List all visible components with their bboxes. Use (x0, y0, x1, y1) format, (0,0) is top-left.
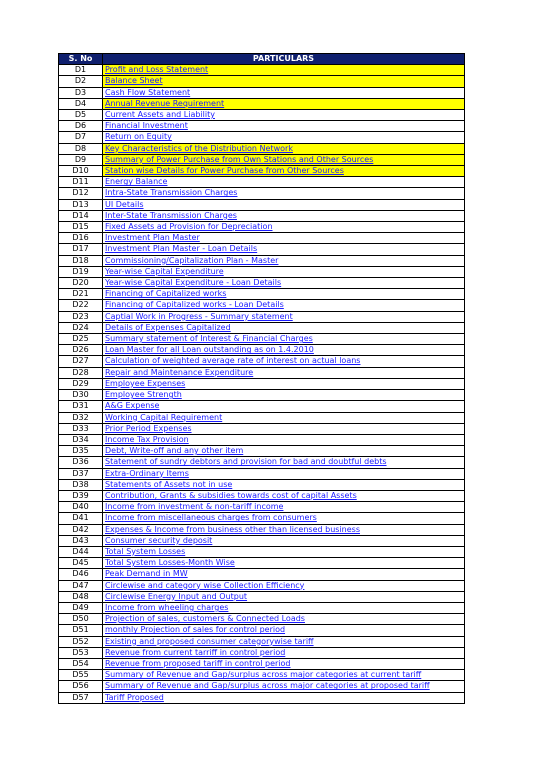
row-particulars (103, 199, 465, 210)
row-link[interactable]: Summary of Revenue and Gap/surplus across major categories at current tariff (105, 670, 422, 680)
row-number: D51 (59, 625, 103, 636)
row-number: D57 (59, 692, 103, 703)
row-number: D18 (59, 255, 103, 266)
row-link[interactable]: Employee Expenses (105, 378, 186, 388)
row-link[interactable]: Current Assets and Liability (105, 110, 215, 120)
row-number: D20 (59, 278, 103, 289)
row-particulars (103, 558, 465, 569)
row-number: D31 (59, 401, 103, 412)
table-row (59, 513, 465, 524)
table-row (59, 177, 465, 188)
row-particulars (103, 614, 465, 625)
row-particulars (103, 692, 465, 703)
row-number: D7 (59, 132, 103, 143)
table-row (59, 670, 465, 681)
row-particulars (103, 289, 465, 300)
row-particulars (103, 367, 465, 378)
row-link[interactable]: Year-wise Capital Expenditure - Loan Details (105, 278, 282, 288)
row-link[interactable]: Summary statement of Interest & Financial Charges (105, 334, 313, 344)
row-particulars (103, 479, 465, 490)
row-link[interactable]: Prior Period Expenses (105, 423, 192, 433)
form-index-table (58, 53, 465, 704)
row-link[interactable]: A&G Expense (105, 401, 160, 411)
row-link[interactable]: Commissioning/Capitalization Plan - Master (105, 255, 279, 265)
row-number: D17 (59, 244, 103, 255)
table-row (59, 535, 465, 546)
row-number: D47 (59, 580, 103, 591)
row-number: D8 (59, 143, 103, 154)
row-number: D52 (59, 636, 103, 647)
row-particulars (103, 76, 465, 87)
row-particulars (103, 356, 465, 367)
row-particulars (103, 535, 465, 546)
row-number: D42 (59, 524, 103, 535)
table-row (59, 210, 465, 221)
table-row (59, 614, 465, 625)
row-number: D21 (59, 289, 103, 300)
table-row (59, 681, 465, 692)
row-particulars (103, 591, 465, 602)
row-particulars (103, 132, 465, 143)
table-row (59, 334, 465, 345)
row-particulars (103, 345, 465, 356)
row-particulars (103, 65, 465, 76)
row-number: D34 (59, 434, 103, 445)
row-link[interactable]: Repair and Maintenance Expenditure (105, 367, 254, 377)
table-row (59, 378, 465, 389)
row-number: D40 (59, 502, 103, 513)
table-body (59, 65, 465, 704)
row-particulars (103, 625, 465, 636)
table-row (59, 222, 465, 233)
row-link[interactable]: Extra-Ordinary Items (105, 468, 189, 478)
row-link[interactable]: Peak Demand in MW (105, 569, 188, 579)
row-link[interactable]: Employee Strength (105, 390, 182, 400)
row-link[interactable]: Investment Plan Master - Loan Details (105, 244, 258, 254)
table-row (59, 390, 465, 401)
table-row (59, 625, 465, 636)
row-link[interactable]: Financing of Capitalized works - Loan Details (105, 300, 284, 310)
table-row (59, 143, 465, 154)
row-particulars (103, 210, 465, 221)
table-row (59, 345, 465, 356)
row-link[interactable]: Balance Sheet (105, 76, 163, 86)
row-number: D1 (59, 65, 103, 76)
table-row (59, 367, 465, 378)
row-link[interactable]: Details of Expenses Capitalized (105, 322, 231, 332)
row-particulars (103, 658, 465, 669)
table-row (59, 278, 465, 289)
row-link[interactable]: Revenue from proposed tariff in control period (105, 658, 291, 668)
row-number: D54 (59, 658, 103, 669)
row-particulars (103, 188, 465, 199)
row-link[interactable]: Financial Investment (105, 121, 188, 131)
table-row (59, 300, 465, 311)
row-number: D45 (59, 558, 103, 569)
table-row (59, 468, 465, 479)
row-link[interactable]: Station wise Details for Power Purchase from Other Sources (105, 166, 344, 176)
table-row (59, 602, 465, 613)
row-link[interactable]: Cash Flow Statement (105, 87, 191, 97)
row-particulars (103, 423, 465, 434)
table-row (59, 490, 465, 501)
row-link[interactable]: Captial Work in Progress - Summary statement (105, 311, 293, 321)
row-number: D12 (59, 188, 103, 199)
row-number: D50 (59, 614, 103, 625)
row-link[interactable]: Income from investment & non-tariff income (105, 502, 284, 512)
row-number: D46 (59, 569, 103, 580)
row-number: D13 (59, 199, 103, 210)
row-particulars (103, 446, 465, 457)
row-link[interactable]: Intra-State Transmission Charges (105, 188, 238, 198)
row-particulars (103, 177, 465, 188)
row-particulars (103, 322, 465, 333)
row-link[interactable]: Total System Losses-Month Wise (105, 558, 235, 568)
row-particulars (103, 166, 465, 177)
row-particulars (103, 278, 465, 289)
row-link[interactable]: Summary of Power Purchase from Own Stations and Other Sources (105, 154, 374, 164)
row-number: D6 (59, 121, 103, 132)
table-row (59, 502, 465, 513)
row-particulars (103, 300, 465, 311)
row-particulars (103, 244, 465, 255)
table-row (59, 132, 465, 143)
row-particulars (103, 401, 465, 412)
table-row (59, 311, 465, 322)
row-link[interactable]: Circlewise Energy Input and Output (105, 591, 248, 601)
row-number: D48 (59, 591, 103, 602)
table-row (59, 244, 465, 255)
row-number: D5 (59, 110, 103, 121)
table-row (59, 233, 465, 244)
table-row (59, 289, 465, 300)
table-row (59, 457, 465, 468)
row-number: D55 (59, 670, 103, 681)
row-number: D43 (59, 535, 103, 546)
table-row (59, 188, 465, 199)
table-row (59, 356, 465, 367)
table-row (59, 121, 465, 132)
table-row (59, 154, 465, 165)
row-link[interactable]: Annual Revenue Requirement (105, 98, 225, 108)
table-row (59, 266, 465, 277)
row-number: D53 (59, 647, 103, 658)
row-particulars (103, 490, 465, 501)
table-row (59, 558, 465, 569)
table-row (59, 692, 465, 703)
row-number: D16 (59, 233, 103, 244)
row-link[interactable]: Total System Losses (105, 546, 186, 556)
table-row (59, 524, 465, 535)
table-row (59, 65, 465, 76)
row-particulars (103, 647, 465, 658)
header-row (59, 54, 465, 65)
row-link[interactable]: Return on Equity (105, 132, 172, 142)
row-particulars (103, 524, 465, 535)
table-row (59, 412, 465, 423)
row-number: D10 (59, 166, 103, 177)
row-particulars (103, 143, 465, 154)
row-number: D24 (59, 322, 103, 333)
table-row (59, 166, 465, 177)
row-link[interactable]: Debt, Write-off and any other item (105, 446, 244, 456)
row-number: D37 (59, 468, 103, 479)
row-number: D25 (59, 334, 103, 345)
particulars-header: PARTICULARS (103, 54, 465, 65)
row-number: D15 (59, 222, 103, 233)
row-particulars (103, 468, 465, 479)
row-particulars (103, 154, 465, 165)
row-link[interactable]: Expenses & Income from business other than licensed business (105, 524, 360, 534)
row-link[interactable]: Profit and Loss Statement (105, 65, 209, 75)
row-number: D26 (59, 345, 103, 356)
row-link[interactable]: Financing of Capitalized works (105, 289, 227, 299)
table-row (59, 98, 465, 109)
row-particulars (103, 602, 465, 613)
row-link[interactable]: Circlewise and category wise Collection Efficiency (105, 580, 305, 590)
row-link[interactable]: Contribution, Grants & subsidies towards cost of capital Assets (105, 490, 357, 500)
table-row (59, 401, 465, 412)
row-particulars (103, 580, 465, 591)
row-number: D14 (59, 210, 103, 221)
table-row (59, 199, 465, 210)
row-number: D23 (59, 311, 103, 322)
row-particulars (103, 513, 465, 524)
row-number: D22 (59, 300, 103, 311)
table-row (59, 546, 465, 557)
table-row (59, 591, 465, 602)
row-number: D30 (59, 390, 103, 401)
row-particulars (103, 233, 465, 244)
row-number: D32 (59, 412, 103, 423)
row-link[interactable]: Summary of Revenue and Gap/surplus across major categories at proposed tariff (105, 681, 430, 691)
row-particulars (103, 334, 465, 345)
row-number: D28 (59, 367, 103, 378)
row-particulars (103, 412, 465, 423)
row-number: D39 (59, 490, 103, 501)
row-link[interactable]: Inter-State Transmission Charges (105, 210, 237, 220)
table-row (59, 76, 465, 87)
row-number: D49 (59, 602, 103, 613)
table-row (59, 569, 465, 580)
row-link[interactable]: Income Tax Provision (105, 434, 189, 444)
row-link[interactable]: monthly Projection of sales for control period (105, 625, 286, 635)
row-link[interactable]: Projection of sales, customers & Connected Loads (105, 614, 305, 624)
table-row (59, 110, 465, 121)
row-link[interactable]: Calculation of weighted average rate of interest on actual loans (105, 356, 361, 366)
row-particulars (103, 378, 465, 389)
row-particulars (103, 87, 465, 98)
row-number: D56 (59, 681, 103, 692)
row-particulars (103, 390, 465, 401)
row-link[interactable]: Statement of sundry debtors and provision for bad and doubtful debts (105, 457, 387, 467)
sno-header: S. No (59, 54, 103, 65)
row-particulars (103, 434, 465, 445)
row-particulars (103, 311, 465, 322)
row-particulars (103, 222, 465, 233)
row-link[interactable]: Tariff Proposed (105, 692, 164, 702)
row-particulars (103, 98, 465, 109)
table-row (59, 636, 465, 647)
row-particulars (103, 121, 465, 132)
table-row (59, 446, 465, 457)
row-number: D33 (59, 423, 103, 434)
row-number: D2 (59, 76, 103, 87)
row-number: D3 (59, 87, 103, 98)
row-number: D38 (59, 479, 103, 490)
row-link[interactable]: Investment Plan Master (105, 233, 200, 243)
row-particulars (103, 457, 465, 468)
row-link[interactable]: Working Capital Requirement (105, 412, 223, 422)
row-particulars (103, 502, 465, 513)
row-link[interactable]: Key Characteristics of the Distribution Network (105, 143, 293, 153)
row-number: D19 (59, 266, 103, 277)
table-row (59, 87, 465, 98)
row-number: D29 (59, 378, 103, 389)
row-link[interactable]: UI Details (105, 199, 144, 209)
row-link[interactable]: Revenue from current tarriff in control period (105, 647, 286, 657)
row-number: D11 (59, 177, 103, 188)
table-row (59, 322, 465, 333)
row-number: D9 (59, 154, 103, 165)
row-link[interactable]: Income from wheeling charges (105, 602, 229, 612)
row-link[interactable]: Fixed Assets ad Provision for Depreciation (105, 222, 273, 232)
row-particulars (103, 255, 465, 266)
row-number: D27 (59, 356, 103, 367)
row-number: D44 (59, 546, 103, 557)
row-particulars (103, 569, 465, 580)
row-link[interactable]: Loan Master for all Loan outstanding as on 1.4.2010 (105, 345, 314, 355)
row-link[interactable]: Energy Balance (105, 177, 168, 187)
row-number: D36 (59, 457, 103, 468)
row-number: D35 (59, 446, 103, 457)
row-number: D4 (59, 98, 103, 109)
row-link[interactable]: Consumer security deposit (105, 535, 213, 545)
row-link[interactable]: Existing and proposed consumer categorywise tariff (105, 636, 314, 646)
table-row (59, 658, 465, 669)
row-particulars (103, 266, 465, 277)
row-particulars (103, 670, 465, 681)
row-link[interactable]: Statements of Assets not in use (105, 479, 233, 489)
table-row (59, 255, 465, 266)
row-particulars (103, 546, 465, 557)
table-row (59, 479, 465, 490)
table-row (59, 423, 465, 434)
row-link[interactable]: Year-wise Capital Expenditure (105, 266, 224, 276)
row-particulars (103, 636, 465, 647)
row-particulars (103, 681, 465, 692)
row-particulars (103, 110, 465, 121)
table-row (59, 647, 465, 658)
row-link[interactable]: Income from miscellaneous charges from consumers (105, 513, 317, 523)
row-number: D41 (59, 513, 103, 524)
table-row (59, 434, 465, 445)
table-row (59, 580, 465, 591)
